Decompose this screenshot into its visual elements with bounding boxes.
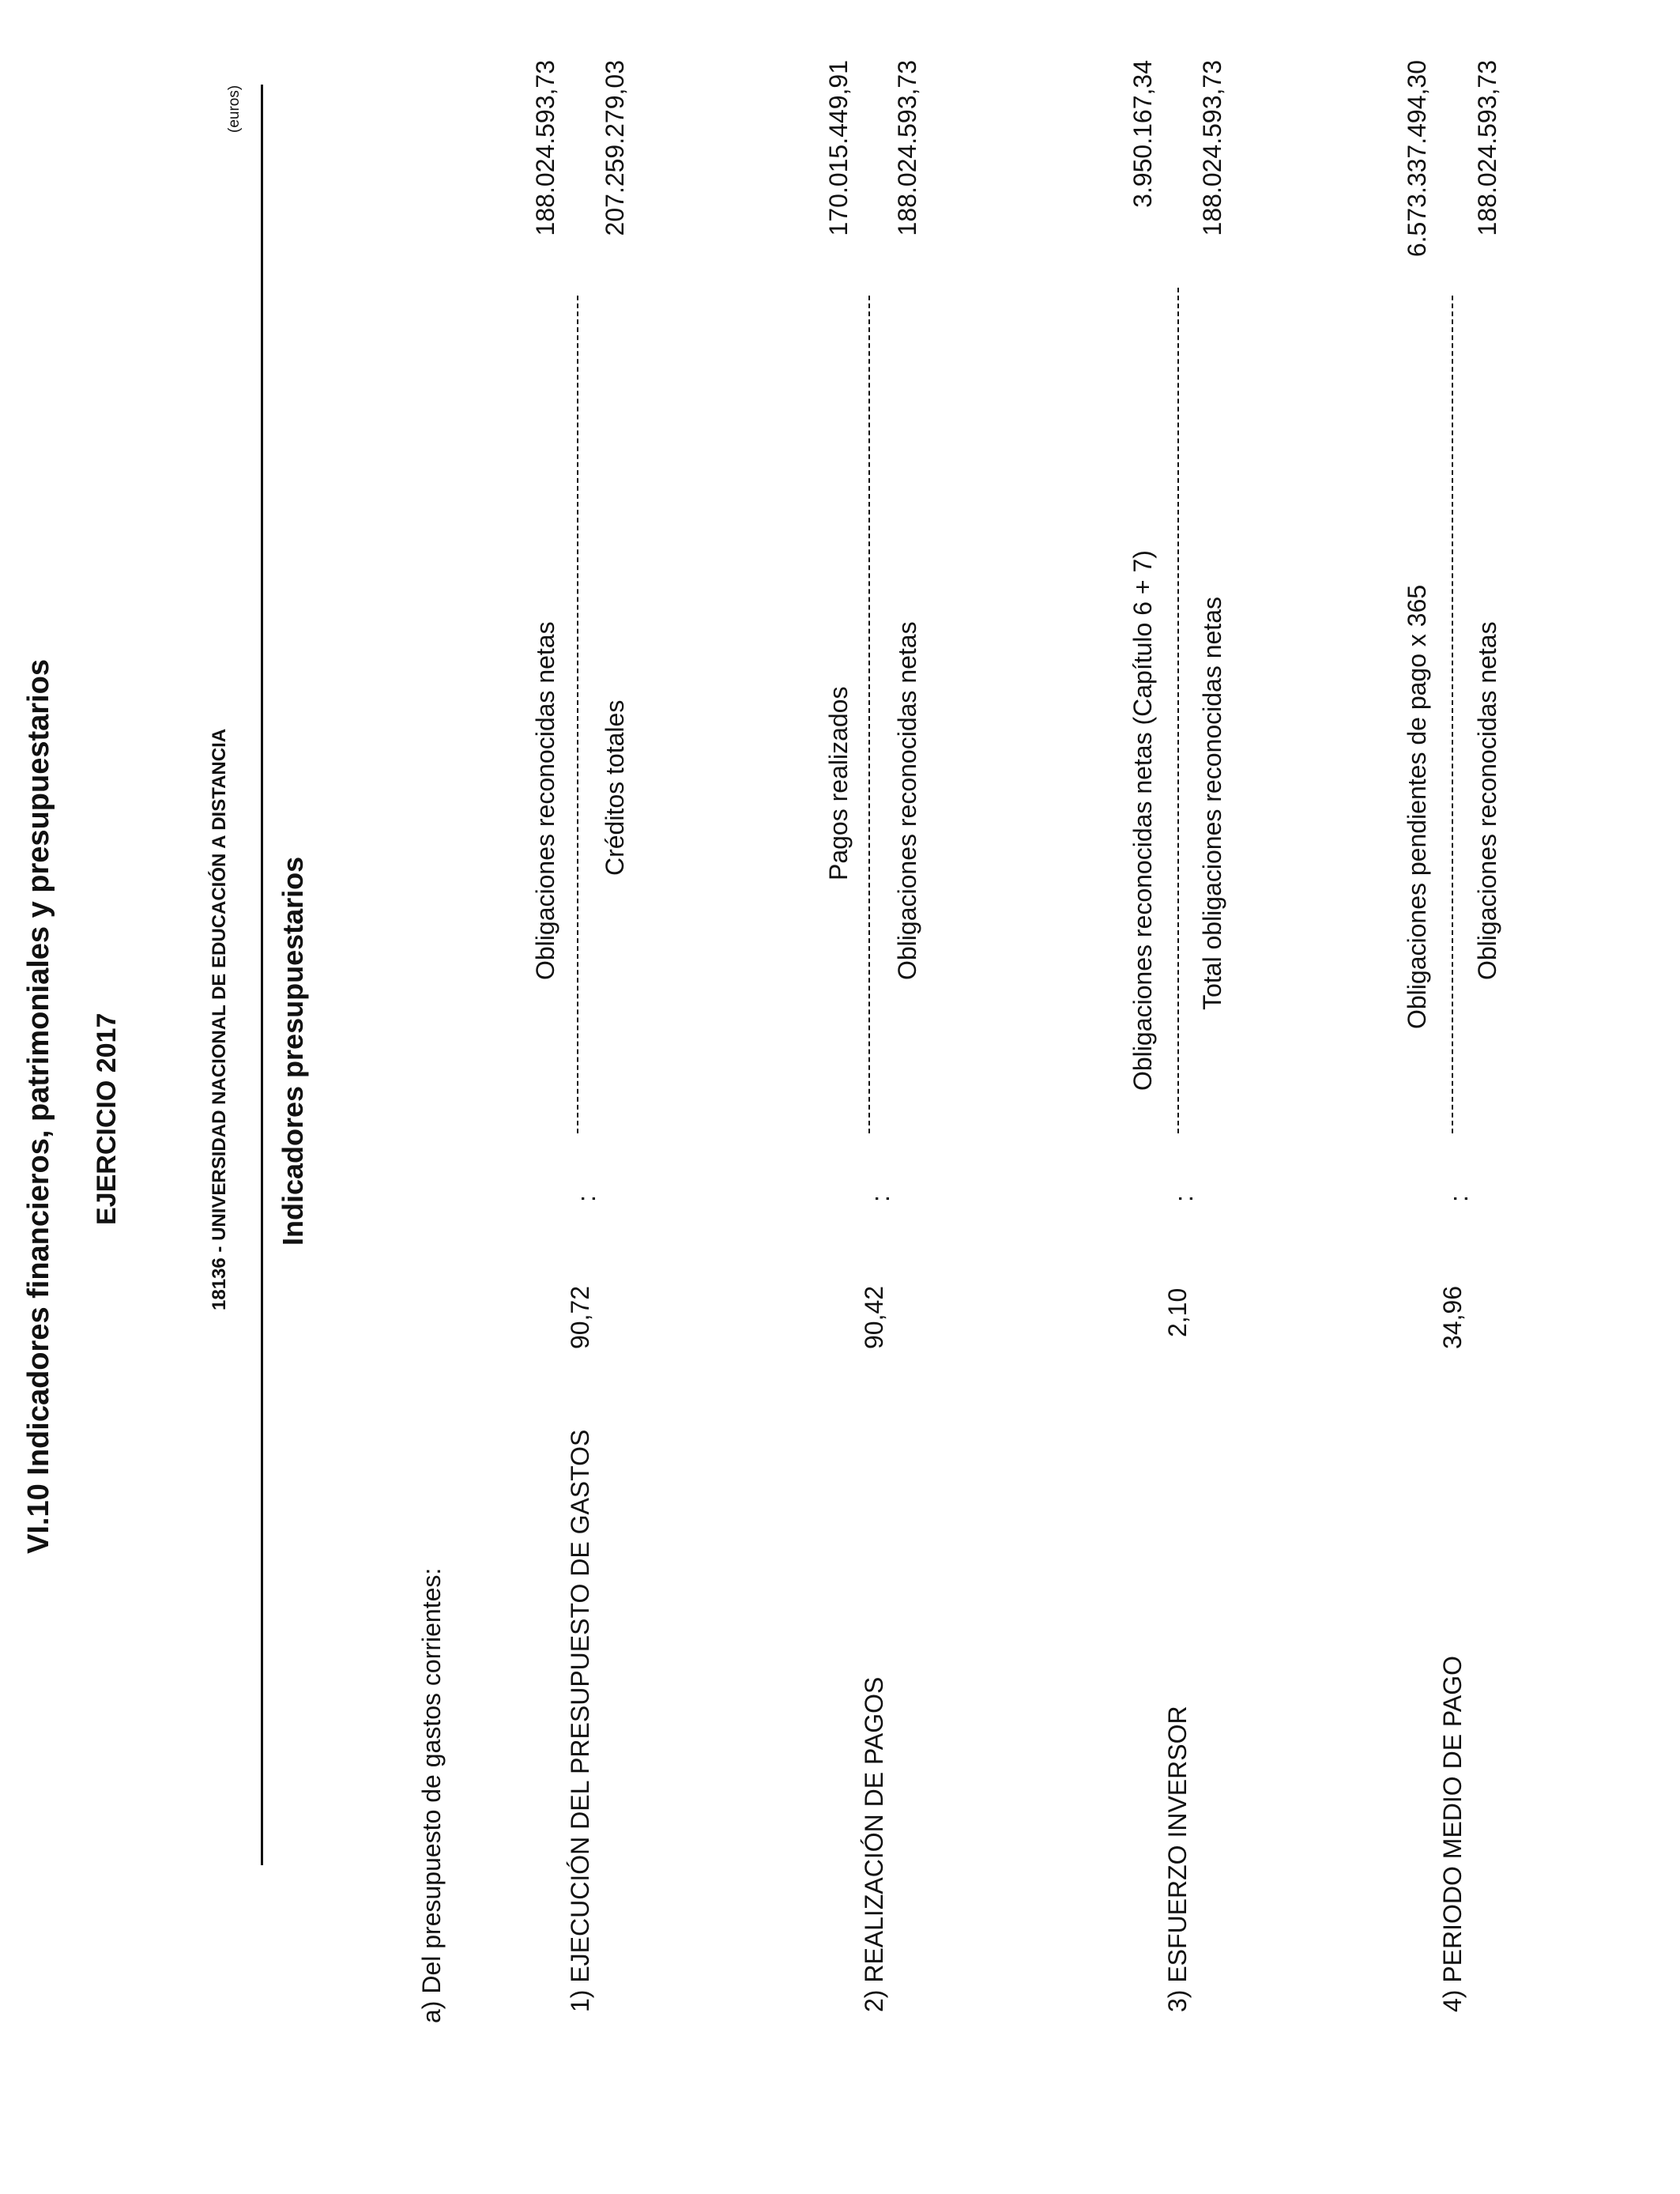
indicator-label: 1) EJECUCIÓN DEL PRESUPUESTO DE GASTOS [566,1429,594,2012]
numerator-label: Obligaciones reconocidas netas [531,621,559,980]
section-title: Indicadores presupuestarios [277,856,309,1246]
fraction-line [868,296,870,1133]
fraction-line [1177,288,1179,1133]
indicator-label: 4) PERIODO MEDIO DE PAGO [1438,1655,1467,2012]
denominator-value: 188.024.593,73 [1473,60,1501,236]
fraction-line [1452,296,1453,1133]
separator: : [572,1195,601,1202]
report-title: VI.10 Indicadores financieros, patrimoniales y presupuestarios [22,659,55,1554]
separator: : [866,1195,895,1202]
numerator-label: Obligaciones pendientes de pago x 365 [1403,584,1431,1029]
numerator-value: 3.950.167,34 [1128,60,1157,208]
denominator-label: Créditos totales [601,699,629,876]
indicator-label: 3) ESFUERZO INVERSOR [1163,1706,1192,2012]
numerator-value: 188.024.593,73 [531,60,559,236]
exercise-heading: EJERCICIO 2017 [92,1012,122,1225]
denominator-label: Total obligaciones reconocidas netas [1198,597,1226,1010]
denominator-label: Obligaciones reconocidas netas [893,621,921,980]
separator: : [1170,1195,1198,1202]
fraction-line [577,296,578,1133]
header-rule [261,85,263,1865]
separator: : [1445,1195,1473,1202]
denominator-value: 207.259.279,03 [601,60,629,236]
indicator-value: 90,72 [566,1285,594,1349]
numerator-label: Pagos realizados [824,686,853,880]
numerator-label: Obligaciones reconocidas netas (Capítulo 6 + 7) [1128,550,1157,1091]
indicator-value: 2,10 [1163,1287,1192,1337]
numerator-value: 6.573.337.494,30 [1403,60,1431,258]
denominator-value: 188.024.593,73 [1198,60,1226,236]
indicator-value: 90,42 [860,1285,888,1349]
denominator-label: Obligaciones reconocidas netas [1473,621,1501,980]
entity-name: 18136 - UNIVERSIDAD NACIONAL DE EDUCACIÓN A DISTANCIA [209,728,230,1310]
indicator-label: 2) REALIZACIÓN DE PAGOS [860,1676,888,2012]
denominator-value: 188.024.593,73 [893,60,921,236]
units-label: (euros) [226,85,243,133]
numerator-value: 170.015.449,91 [824,60,853,236]
section-intro: a) Del presupuesto de gastos corrientes: [417,1567,446,2023]
indicator-value: 34,96 [1438,1285,1467,1349]
